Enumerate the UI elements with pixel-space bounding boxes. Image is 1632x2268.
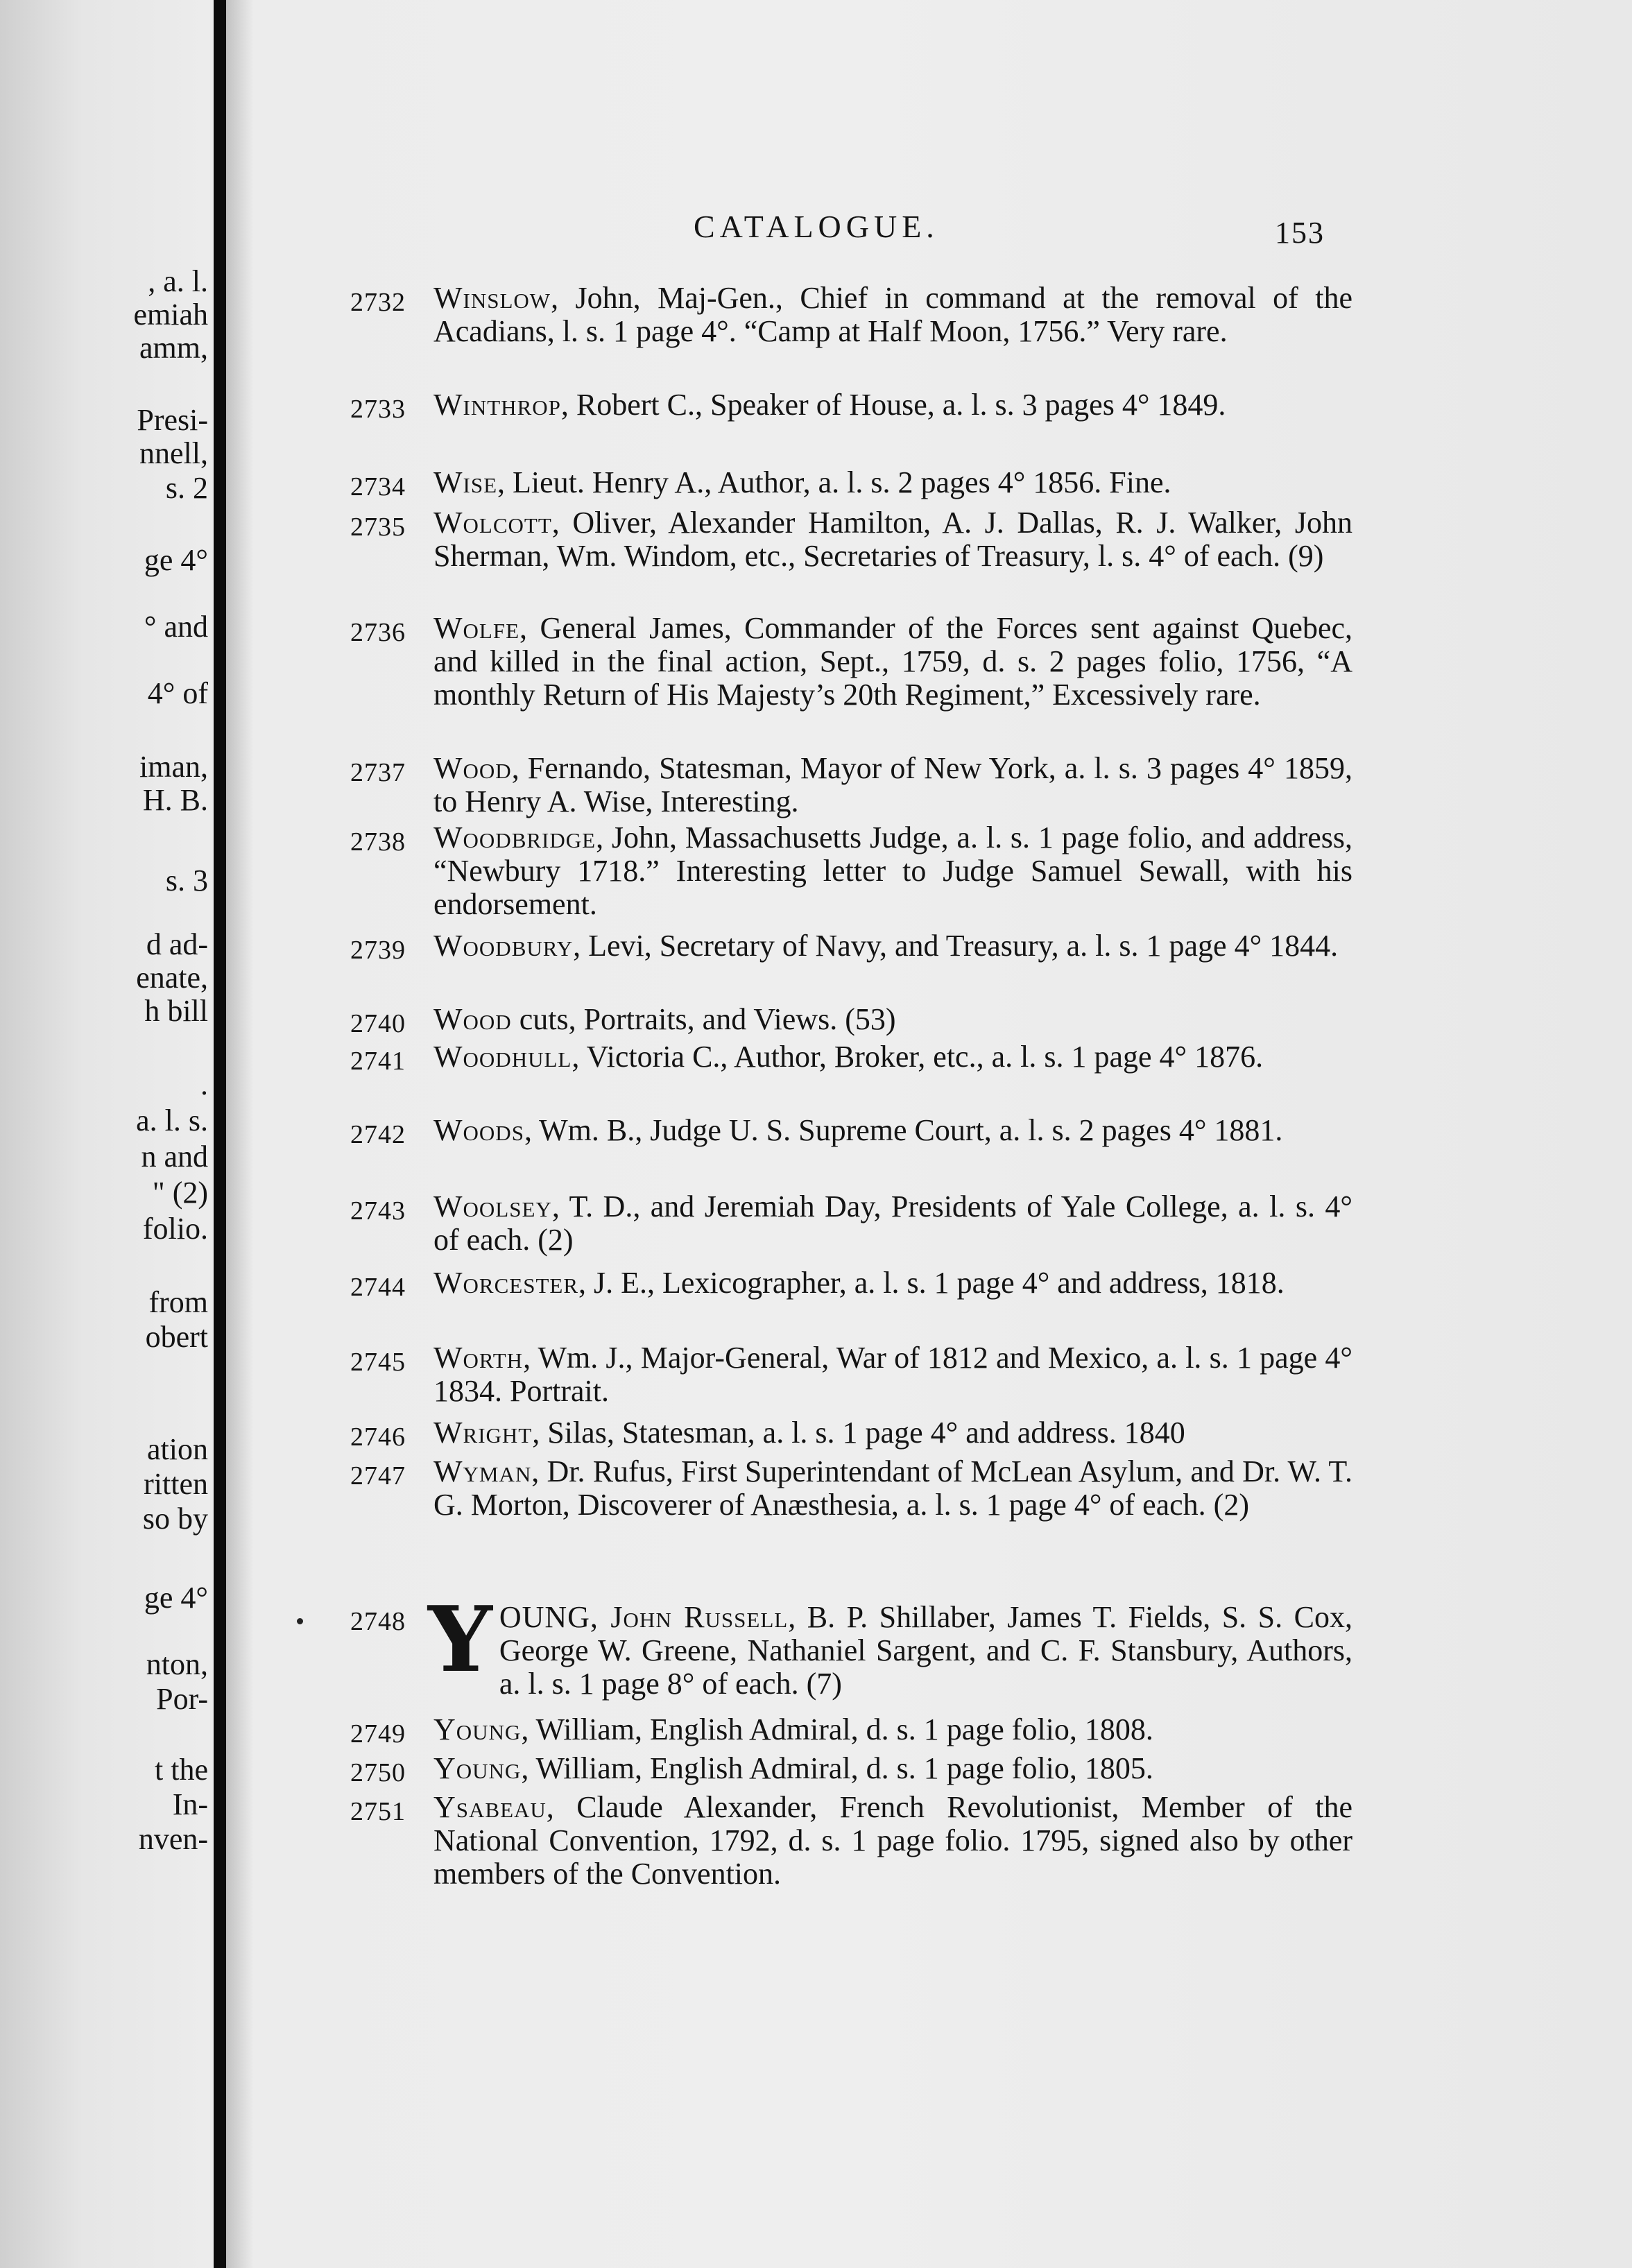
- fragment-line: ° and: [144, 610, 208, 644]
- entry-text: , General James, Commander of the Forces sent against Quebec, and killed in the final action, Sept., 1759, d. s. 2 pages folio, 1756, “A monthly Return of His Majesty’s 20th Regiment,” Excessively rare.: [433, 611, 1352, 712]
- lot-number: 2740: [350, 1009, 406, 1038]
- fragment-line: " (2): [152, 1176, 208, 1210]
- fragment-line: amm,: [139, 331, 208, 365]
- lot-number: 2735: [350, 513, 406, 542]
- entry-name: Woolsey: [433, 1189, 552, 1223]
- entry-text: , Wm. J., Major-General, War of 1812 and Mexico, a. l. s. 1 page 4° 1834. Portrait.: [433, 1341, 1352, 1408]
- fragment-line: s. 3: [165, 864, 208, 897]
- catalogue-entry: [350, 1416, 1391, 1450]
- fragment-line: enate,: [136, 961, 208, 995]
- fragment-line: ge 4°: [144, 543, 208, 577]
- catalogue-entry: [350, 612, 1391, 712]
- entry-text: , John, Maj-Gen., Chief in command at the removal of the Acadians, l. s. 1 page 4°. “Camp at Half Moon, 1756.” Very rare.: [433, 281, 1352, 348]
- lot-number: 2733: [350, 395, 406, 424]
- entry-name: Woods: [433, 1113, 524, 1147]
- entry-name: Worcester: [433, 1266, 578, 1300]
- lot-number: 2748: [350, 1607, 406, 1636]
- lot-number: 2747: [350, 1461, 406, 1490]
- catalogue-entry: [350, 282, 1391, 348]
- entry-text: , Dr. Rufus, First Superintendant of McLean Asylum, and Dr. W. T. G. Morton, Discoverer of Anæsthesia, a. l. s. 1 page 4° of each. (2): [433, 1454, 1352, 1522]
- catalogue-entry: [350, 1190, 1391, 1257]
- lot-number: 2751: [350, 1797, 406, 1826]
- catalogue-entry: [350, 506, 1391, 573]
- running-head: CATALOGUE.: [694, 209, 939, 244]
- fragment-line: emiah: [133, 298, 208, 332]
- fragment-line: iman,: [139, 750, 208, 784]
- entry-text: , Robert C., Speaker of House, a. l. s. 3 pages 4° 1849.: [560, 388, 1226, 422]
- entry-name: Wright: [433, 1416, 533, 1450]
- entry-name: Woodbury: [433, 929, 574, 963]
- catalogue-entry: [350, 388, 1391, 422]
- catalogue-entry: [350, 1341, 1391, 1408]
- fragment-line: so by: [142, 1502, 208, 1536]
- catalogue-entry: [350, 1791, 1391, 1891]
- lot-number: 2749: [350, 1719, 406, 1749]
- fragment-line: d ad-: [146, 927, 208, 961]
- entry-text: , Silas, Statesman, a. l. s. 1 page 4° and address. 1840: [532, 1416, 1185, 1450]
- lot-number: 2744: [350, 1273, 406, 1302]
- entry-name: Young: [433, 1712, 522, 1746]
- fragment-line: .: [200, 1067, 208, 1101]
- entry-text: , Oliver, Alexander Hamilton, A. J. Dallas, R. J. Walker, John Sherman, Wm. Windom, etc., Secretaries of Treasury, l. s. 4° of each. (9): [433, 506, 1352, 573]
- fragment-line: folio.: [142, 1212, 208, 1246]
- entry-text: , T. D., and Jeremiah Day, Presidents of Yale College, a. l. s. 4° of each. (2): [433, 1189, 1352, 1257]
- fragment-line: 4° of: [147, 676, 208, 710]
- catalogue-entry: [350, 1114, 1391, 1147]
- entry-text: , William, English Admiral, d. s. 1 page folio, 1808.: [521, 1712, 1153, 1746]
- fragment-line: nnell,: [139, 436, 208, 470]
- entry-text: cuts, Portraits, and Views. (53): [511, 1002, 896, 1036]
- entry-text: , Wm. B., Judge U. S. Supreme Court, a. l. s. 2 pages 4° 1881.: [524, 1113, 1283, 1147]
- margin-dot: [297, 1618, 303, 1624]
- catalogue-entry: [350, 1712, 1391, 1749]
- entry-name: Wyman: [433, 1454, 532, 1488]
- entry-name: Worth: [433, 1341, 524, 1375]
- lot-number: 2738: [350, 827, 406, 857]
- catalogue-entry: [350, 1003, 1391, 1036]
- catalogue-entry: [350, 1752, 1391, 1785]
- entry-name: Winthrop: [433, 388, 561, 422]
- lot-number: 2742: [350, 1120, 406, 1149]
- fragment-line: ritten: [144, 1467, 208, 1501]
- fragment-line: H. B.: [142, 783, 208, 817]
- entry-text: , Victoria C., Author, Broker, etc., a. l. s. 1 page 4° 1876.: [572, 1040, 1264, 1074]
- fragment-line: from: [148, 1285, 208, 1319]
- catalogue-entry: [350, 752, 1391, 818]
- entry-text: , Fernando, Statesman, Mayor of New York, a. l. s. 3 pages 4° 1859, to Henry A. Wise, Interesting.: [433, 751, 1352, 818]
- entry-text: , John, Massachusetts Judge, a. l. s. 1 page folio, and address, “Newbury 1718.” Interesting letter to Judge Samuel Sewall, with his endorsement.: [433, 821, 1352, 921]
- entry-name: Young: [433, 1751, 522, 1785]
- catalogue-entry: [350, 821, 1391, 921]
- fragment-line: nton,: [146, 1647, 208, 1681]
- fragment-line: n and: [141, 1140, 208, 1174]
- fragment-line: obert: [145, 1320, 208, 1354]
- entry-name: Wolcott: [433, 506, 552, 540]
- catalogue-entry-y-section: [350, 1586, 1391, 1701]
- lot-number: 2746: [350, 1423, 406, 1452]
- fragment-line: In-: [172, 1787, 208, 1821]
- fragment-line: h bill: [144, 994, 208, 1028]
- entry-name: Wolfe: [433, 611, 520, 645]
- fragment-line: s. 2: [165, 471, 208, 505]
- entry-name: Woodhull: [433, 1040, 572, 1074]
- book-gutter: [214, 0, 226, 2268]
- lot-number: 2737: [350, 758, 406, 787]
- entry-name: OUNG, John Russell: [499, 1600, 789, 1634]
- lot-number: 2739: [350, 936, 406, 965]
- page-number: 153: [1275, 216, 1325, 250]
- fragment-line: , a. l.: [148, 264, 208, 298]
- entry-text: , Claude Alexander, French Revolutionist, Member of the National Convention, 1792, d. s. 1 page folio. 1795, signed also by other members of the Convention.: [433, 1790, 1352, 1891]
- lot-number: 2743: [350, 1196, 406, 1226]
- entry-name: Wise: [433, 465, 498, 499]
- lot-number: 2741: [350, 1047, 406, 1076]
- catalogue-entry: [350, 929, 1391, 963]
- catalogue-entry: [350, 1455, 1391, 1522]
- facing-page-fragment: [0, 0, 208, 2268]
- lot-number: 2745: [350, 1348, 406, 1377]
- gutter-shadow: [226, 0, 254, 2268]
- entry-text: , B. P. Shillaber, James T. Fields, S. S. Cox, George W. Greene, Nathaniel Sargent, and C. F. Stansbury, Authors, a. l. s. 1 page 8° of each. (7): [499, 1600, 1352, 1701]
- catalogue-entry: [350, 466, 1391, 499]
- entry-name: Wood: [433, 1002, 512, 1036]
- fragment-line: nven-: [138, 1822, 208, 1856]
- lot-number: 2736: [350, 618, 406, 647]
- entry-text: , Lieut. Henry A., Author, a. l. s. 2 pages 4° 1856. Fine.: [497, 465, 1171, 499]
- entry-name: Winslow: [433, 281, 551, 315]
- lot-number: 2734: [350, 472, 406, 501]
- entry-text: , Levi, Secretary of Navy, and Treasury, a. l. s. 1 page 4° 1844.: [573, 929, 1339, 963]
- fragment-line: Por-: [156, 1682, 208, 1716]
- fragment-line: a. l. s.: [136, 1103, 208, 1137]
- entry-text: , William, English Admiral, d. s. 1 page folio, 1805.: [521, 1751, 1153, 1785]
- catalogue-entry: [350, 1040, 1391, 1074]
- fragment-line: t the: [155, 1753, 208, 1787]
- fragment-line: Presi-: [137, 403, 208, 437]
- entry-name: Ysabeau: [433, 1790, 547, 1824]
- fragment-line: ation: [147, 1432, 208, 1466]
- catalogue-entry: [350, 1266, 1391, 1300]
- drop-cap: Y: [428, 1586, 492, 1692]
- lot-number: 2732: [350, 288, 406, 317]
- fragment-line: ge 4°: [144, 1581, 208, 1615]
- entry-name: Woodbridge: [433, 821, 596, 854]
- lot-number: 2750: [350, 1758, 406, 1787]
- entry-name: Wood: [433, 751, 512, 785]
- entry-text: , J. E., Lexicographer, a. l. s. 1 page 4° and address, 1818.: [578, 1266, 1285, 1300]
